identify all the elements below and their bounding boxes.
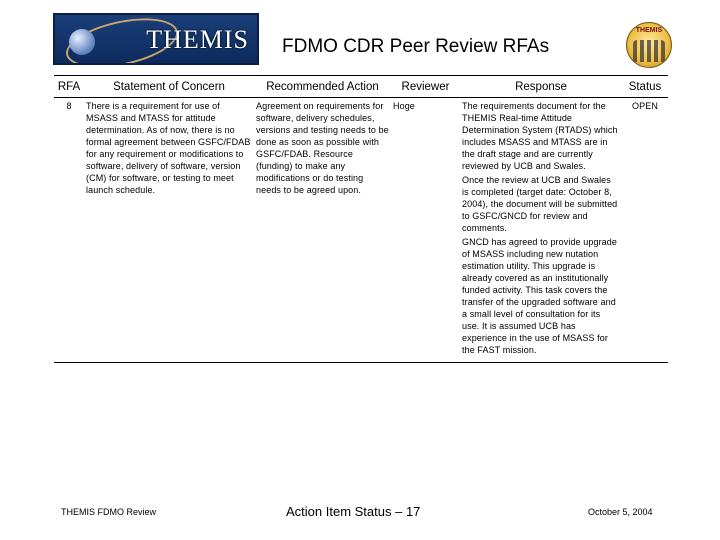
status-cell: OPEN [622,98,668,363]
action-cell: Agreement on requirements for software, delivery schedules, versions and testing needs to be done as soon as possible with GSFC/FDAB. Resource (funding) to make any modifications or do testing needs to be agreed upon. [254,98,391,363]
column-header-rfa: RFA [54,76,84,98]
page-title: FDMO CDR Peer Review RFAs [282,36,550,57]
footer-date: October 5, 2004 [588,507,653,517]
column-header-concern: Statement of Concern [84,76,254,98]
rfa-number: 8 [54,98,84,363]
column-header-action: Recommended Action [254,76,391,98]
footer-left-text: THEMIS FDMO Review [61,507,157,517]
footer-center-text: Action Item Status – 17 [286,504,421,519]
response-paragraph: Once the review at UCB and Swales is completed (target date: October 8, 2004), the document will be submitted to GSFC/GNCD for review and comments. [462,175,618,233]
response-paragraph: GNCD has agreed to provide upgrade of MSASS including new nutation estimation utility. This upgrade is already covered as an institutionally funded activity. This task covers the transfer of the upgraded software and a small level of consultation for its use. It is assumed UCB has experience in the use of MSASS for the FAST mission. [462,237,617,355]
rfa-table [54,75,668,363]
response-cell [460,98,622,363]
table-row [54,98,668,363]
concern-cell: There is a requirement for use of MSASS and MTASS for attitude determination. As of now, there is no formal agreement between GSFC/FDAB for any requirement or modifications to software, delivery of software, version (CM) for software, or testing to meet launch schedule. [84,98,254,363]
column-header-status: Status [622,76,668,98]
planet-graphic [69,29,95,55]
reviewer-cell: Hoge [391,98,460,363]
mission-emblem-icon [626,22,672,68]
response-paragraph: The requirements document for the THEMIS Real-time Attitude Determination System (RTADS) which includes MSASS and MTASS are in the draft stage and are currently reviewed by UCB and Swales. [462,101,618,171]
emblem-text: THEMIS [635,27,663,34]
themis-logo [53,13,259,65]
column-header-response: Response [460,76,622,98]
column-header-reviewer: Reviewer [391,76,460,98]
table-header-row [54,76,668,98]
logo-wordmark: THEMIS [146,25,249,54]
